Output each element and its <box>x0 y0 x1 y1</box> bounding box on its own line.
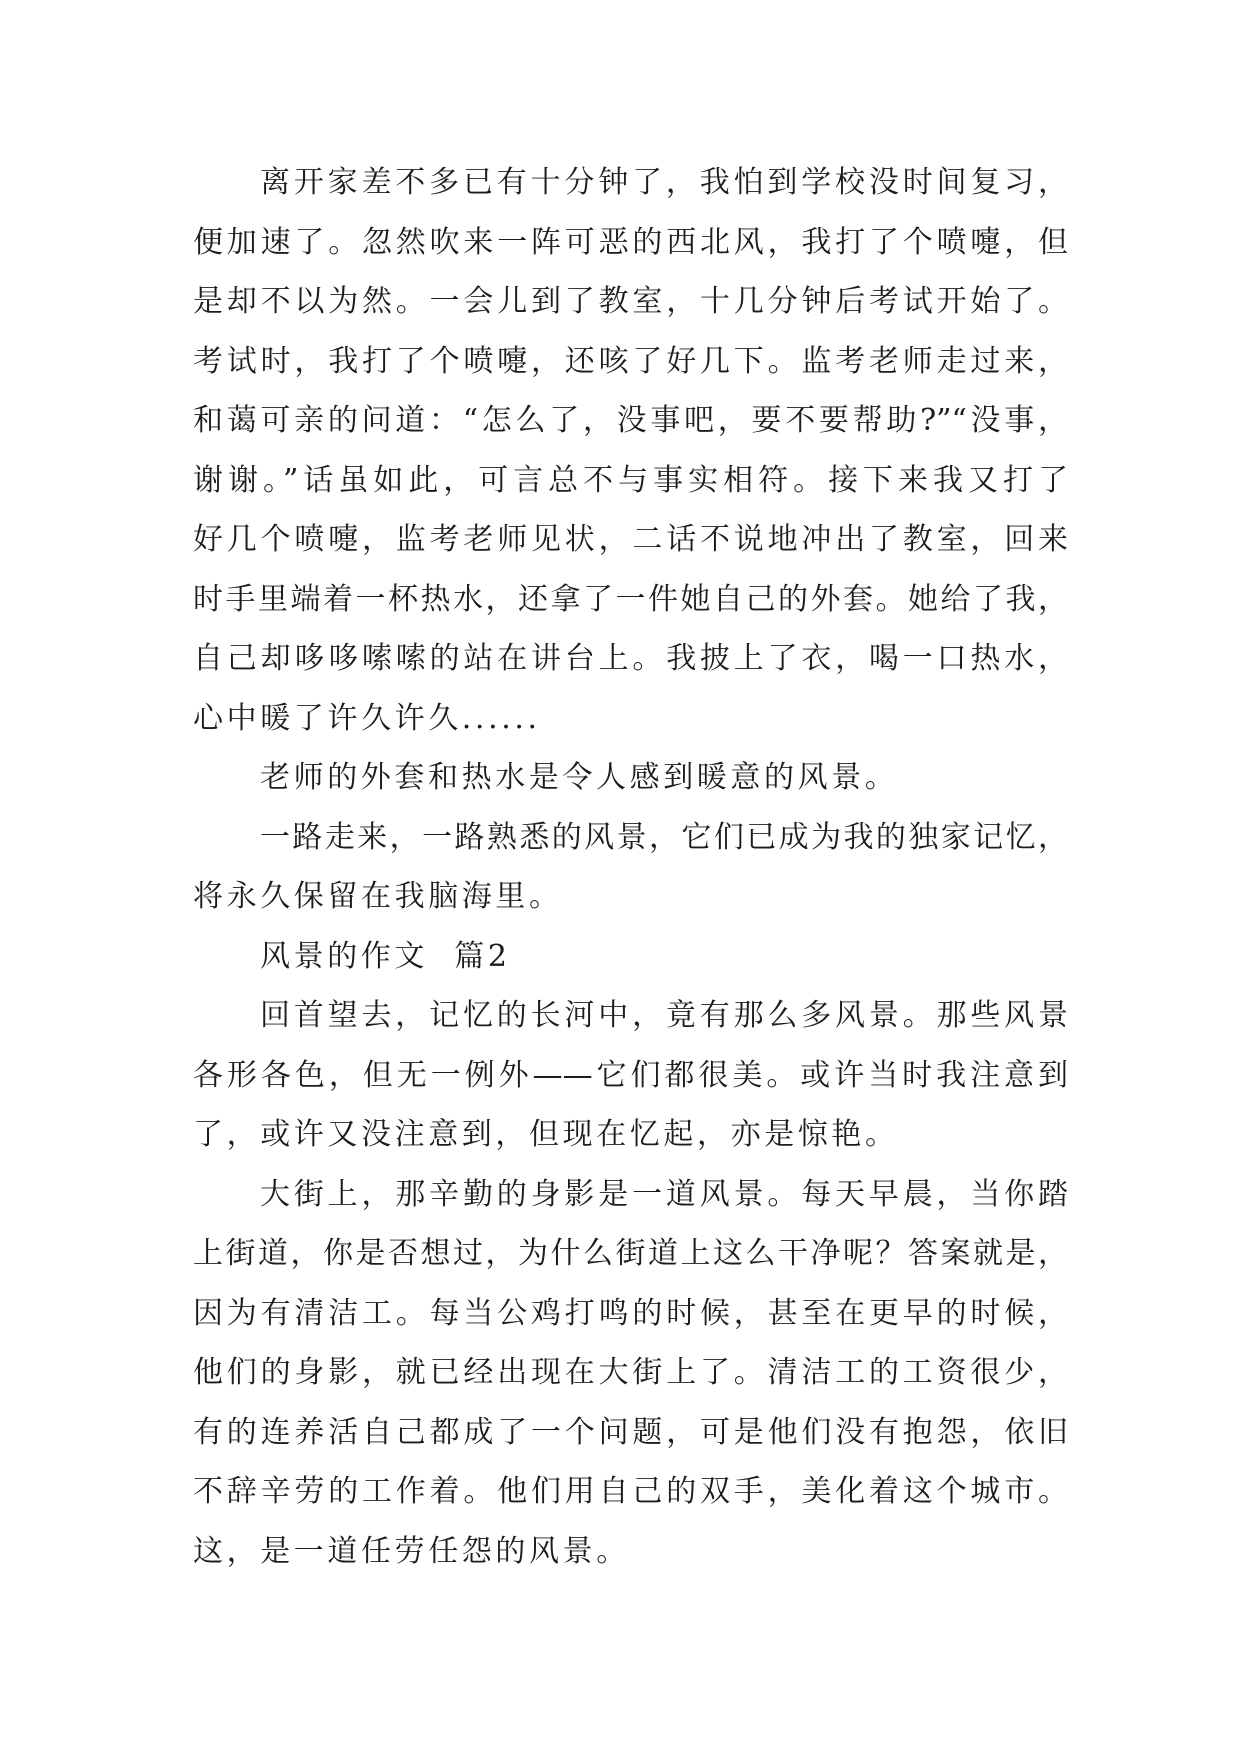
text-line: 各形各色，但无一例外——它们都很美。或许当时我注意到 <box>193 1057 1068 1093</box>
text-line: 这，是一道任劳任怨的风景。 <box>193 1533 630 1569</box>
text-line: 谢谢。”话虽如此，可言总不与事实相符。接下来我又打了 <box>193 462 1068 498</box>
section-heading-text: 风景的作文 篇2 <box>260 938 511 974</box>
text-line: 上街道，你是否想过，为什么街道上这么干净呢？答案就是， <box>193 1236 1068 1271</box>
text-line: 离开家差不多已有十分钟了，我怕到学校没时间复习， <box>260 165 1068 200</box>
text-line: 回首望去，记忆的长河中，竟有那么多风景。那些风景 <box>260 998 1068 1033</box>
text-line: 是却不以为然。一会儿到了教室，十几分钟后考试开始了。 <box>193 284 1068 319</box>
text-line: 将永久保留在我脑海里。 <box>193 879 563 914</box>
text-line: 老师的外套和热水是令人感到暖意的风景。 <box>260 760 899 795</box>
paragraph <box>193 808 1068 927</box>
text-line: 考试时，我打了个喷嚏，还咳了好几下。监考老师走过来， <box>193 343 1068 379</box>
text-line: 好几个喷嚏，监考老师见状，二话不说地冲出了教室，回来 <box>193 522 1068 557</box>
text-line: 自己却哆哆嗦嗦的站在讲台上。我披上了衣，喝一口热水， <box>193 641 1068 676</box>
paragraph <box>193 748 1068 808</box>
text-line: 和蔼可亲的问道：“怎么了，没事吧，要不要帮助?”“没事， <box>193 403 1068 438</box>
paragraph <box>193 986 1068 1165</box>
text-line: 他们的身影，就已经出现在大街上了。清洁工的工资很少， <box>193 1355 1068 1390</box>
text-line: 便加速了。忽然吹来一阵可恶的西北风，我打了个喷嚏，但 <box>193 224 1068 260</box>
text-line: 有的连养活自己都成了一个问题，可是他们没有抱怨，依旧 <box>193 1414 1068 1450</box>
paragraph <box>193 1165 1068 1582</box>
text-line: 一路走来，一路熟悉的风景，它们已成为我的独家记忆， <box>260 819 1068 855</box>
section-heading <box>193 927 1068 987</box>
text-line: 不辞辛劳的工作着。他们用自己的双手，美化着这个城市。 <box>193 1474 1068 1509</box>
text-line: 因为有清洁工。每当公鸡打鸣的时候，甚至在更早的时候， <box>193 1295 1068 1331</box>
text-line: 心中暖了许久许久...... <box>193 700 541 736</box>
text-line: 大街上，那辛勤的身影是一道风景。每天早晨，当你踏 <box>260 1176 1068 1212</box>
document-body <box>193 153 1068 1581</box>
paragraph <box>193 153 1068 748</box>
text-line: 时手里端着一杯热水，还拿了一件她自己的外套。她给了我， <box>193 581 1068 617</box>
text-line: 了，或许又没注意到，但现在忆起，亦是惊艳。 <box>193 1117 899 1152</box>
